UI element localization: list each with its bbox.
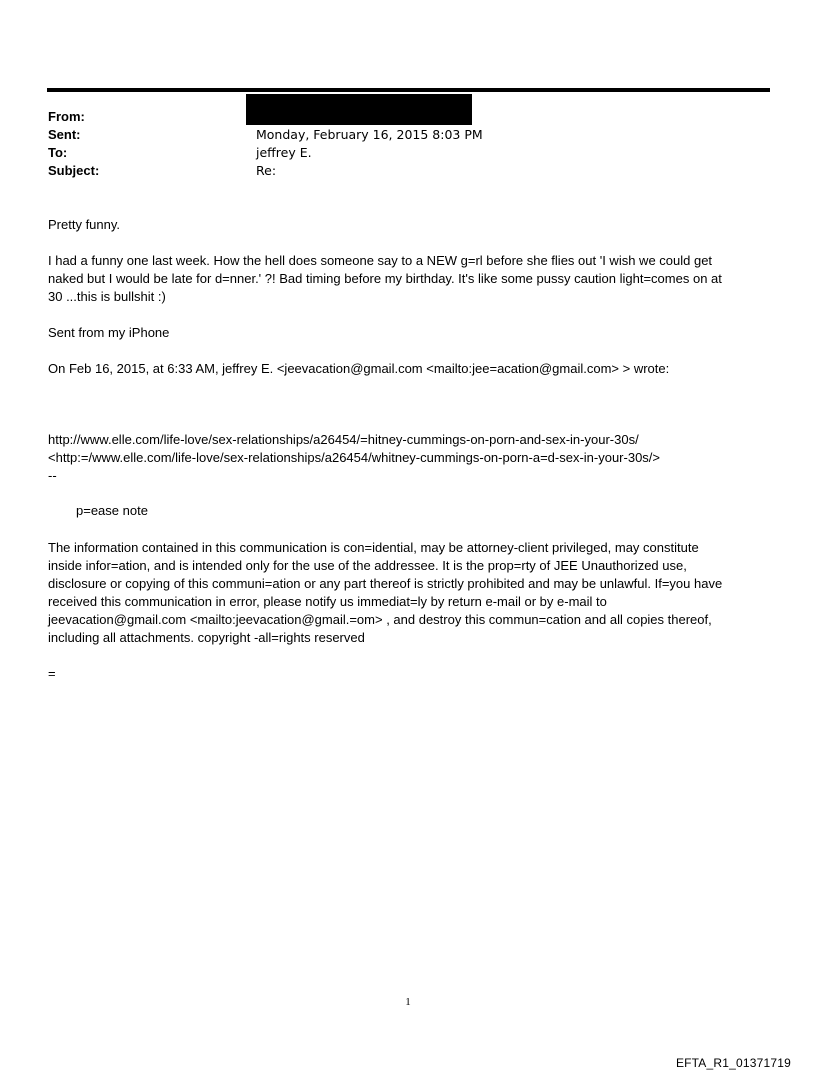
disclaimer-line-5: jeevacation@gmail.com <mailto:jeevacation@gmail.=om> , and destroy this commun=cation and all copies thereof, bbox=[48, 612, 712, 627]
header-rule bbox=[47, 88, 770, 92]
disclaimer-line-2: inside infor=ation, and is intended only for the use of the addressee. It is the prop=rty of JEE Unauthorized use, bbox=[48, 558, 687, 573]
link-line-1: http://www.elle.com/life-love/sex-relationships/a26454/=hitney-cummings-on-porn-and-sex-in-your-30s/ bbox=[48, 432, 639, 447]
disclaimer-line-1: The information contained in this communication is con=idential, may be attorney-client privileged, may constitute bbox=[48, 540, 699, 555]
subject-label: Subject: bbox=[48, 163, 100, 178]
page-number: 1 bbox=[405, 996, 411, 1008]
body-paragraph-2-line-3: 30 ...this is bullshit :) bbox=[48, 289, 166, 304]
to-label: To: bbox=[48, 145, 68, 160]
body-paragraph-2-line-2: naked but I would be late for d=nner.' ?! Bad timing before my birthday. It's like some pussy caution light=comes on at bbox=[48, 271, 722, 286]
redaction-block bbox=[246, 94, 472, 125]
subject-value: Re: bbox=[256, 163, 277, 178]
signature-line: Sent from my iPhone bbox=[48, 325, 170, 340]
bates-number: EFTA_R1_01371719 bbox=[675, 1056, 791, 1070]
sent-label: Sent: bbox=[48, 127, 81, 142]
trailing-equals: = bbox=[48, 666, 56, 681]
from-label: From: bbox=[48, 109, 85, 124]
link-line-2: <http:=/www.elle.com/life-love/sex-relationships/a26454/whitney-cummings-on-porn-a=d-sex-in-your-30s/> bbox=[48, 450, 661, 465]
separator-dashes: -- bbox=[48, 468, 57, 483]
body-paragraph-2-line-1: I had a funny one last week. How the hell does someone say to a NEW g=rl before she flies out 'I wish we could get bbox=[48, 253, 713, 268]
sent-value: Monday, February 16, 2015 8:03 PM bbox=[256, 127, 483, 142]
quote-attribution: On Feb 16, 2015, at 6:33 AM, jeffrey E. <jeevacation@gmail.com <mailto:jee=acation@gmail.com> > wrote: bbox=[48, 361, 670, 376]
note-heading: p=ease note bbox=[76, 503, 148, 518]
disclaimer-line-6: including all attachments. copyright -all=rights reserved bbox=[48, 630, 365, 645]
disclaimer-line-4: received this communication in error, please notify us immediat=ly by return e-mail or by e-mail to bbox=[48, 594, 607, 609]
body-paragraph-1: Pretty funny. bbox=[48, 217, 121, 232]
disclaimer-line-3: disclosure or copying of this communi=ation or any part thereof is strictly prohibited and may be unlawful. If=you have bbox=[48, 576, 723, 591]
to-value: jeffrey E. bbox=[256, 145, 312, 160]
